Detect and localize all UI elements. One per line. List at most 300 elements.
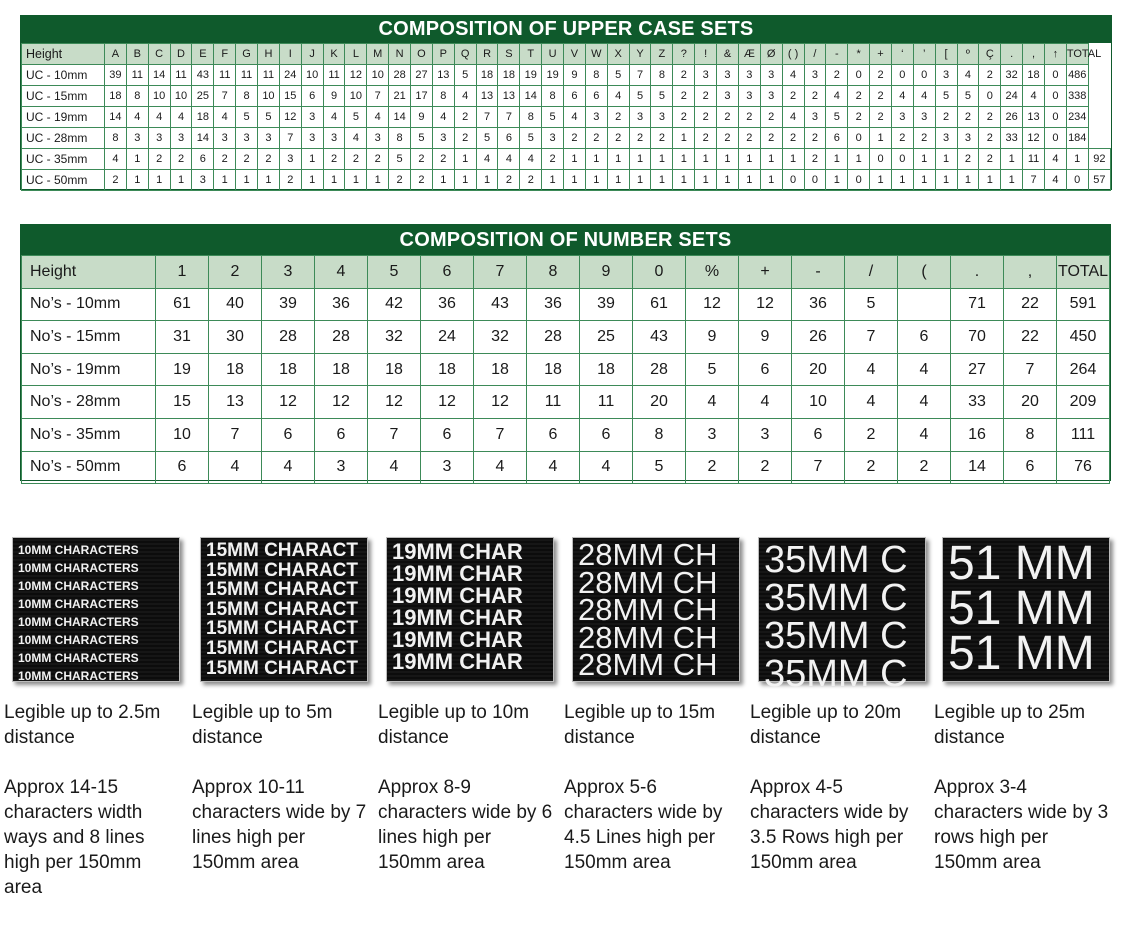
table-cell: 5 bbox=[476, 128, 498, 149]
table-cell: 2 bbox=[673, 107, 695, 128]
table-cell: 4 bbox=[367, 107, 389, 128]
header-cell: B bbox=[126, 44, 148, 65]
table-cell: 12 bbox=[315, 386, 368, 419]
table-cell: 28 bbox=[389, 65, 411, 86]
table-cell: 209 bbox=[1057, 386, 1110, 419]
table-cell: 1 bbox=[432, 170, 454, 191]
header-cell: / bbox=[804, 44, 826, 65]
table-cell: 4 bbox=[580, 451, 633, 484]
table-cell: 1 bbox=[673, 170, 695, 191]
row-label: No’s - 35mm bbox=[22, 418, 156, 451]
table-cell: 4 bbox=[1044, 170, 1066, 191]
table-cell: 2 bbox=[148, 149, 170, 170]
table-cell: 18 bbox=[527, 353, 580, 386]
table-cell: 31 bbox=[156, 321, 209, 354]
table-cell: 1 bbox=[126, 170, 148, 191]
table-cell: 13 bbox=[432, 65, 454, 86]
header-cell: 6 bbox=[421, 256, 474, 289]
table-cell: 3 bbox=[738, 65, 760, 86]
table-cell: 6 bbox=[564, 86, 586, 107]
table-cell: 3 bbox=[367, 128, 389, 149]
header-cell: P bbox=[432, 44, 454, 65]
table-cell: 2 bbox=[279, 170, 301, 191]
table-cell: 4 bbox=[170, 107, 192, 128]
header-cell: 1 bbox=[156, 256, 209, 289]
table-cell: 1 bbox=[1001, 149, 1023, 170]
table-cell: 4 bbox=[323, 107, 345, 128]
table-cell: 6 bbox=[1004, 451, 1057, 484]
table-cell: 10 bbox=[170, 86, 192, 107]
table-cell: 1 bbox=[607, 170, 629, 191]
table-cell: 19 bbox=[156, 353, 209, 386]
table-row bbox=[22, 386, 1110, 419]
table-cell: 9 bbox=[323, 86, 345, 107]
table-cell: 1 bbox=[673, 149, 695, 170]
table-cell: 3 bbox=[686, 418, 739, 451]
table-cell: 5 bbox=[845, 288, 898, 321]
table-cell: 4 bbox=[474, 451, 527, 484]
table-cell: 40 bbox=[209, 288, 262, 321]
table-cell: 2 bbox=[673, 86, 695, 107]
table-cell: 4 bbox=[957, 65, 979, 86]
table-cell: 18 bbox=[209, 353, 262, 386]
header-cell: + bbox=[739, 256, 792, 289]
table-cell: 36 bbox=[315, 288, 368, 321]
table-cell: 4 bbox=[214, 107, 236, 128]
table-cell: 9 bbox=[686, 321, 739, 354]
table-cell: 0 bbox=[870, 149, 892, 170]
table-cell: 8 bbox=[1004, 418, 1057, 451]
table-cell: 5 bbox=[345, 107, 367, 128]
table-cell: 0 bbox=[891, 65, 913, 86]
sample-text-line: 15MM CHARACT bbox=[206, 579, 358, 601]
table-cell: 71 bbox=[951, 288, 1004, 321]
table-cell: 2 bbox=[848, 107, 870, 128]
table-cell: 3 bbox=[315, 451, 368, 484]
table-cell: 12 bbox=[368, 386, 421, 419]
table-cell: 1 bbox=[957, 170, 979, 191]
table-cell: 2 bbox=[454, 107, 476, 128]
table-cell: 5 bbox=[633, 451, 686, 484]
table-cell: 8 bbox=[520, 107, 542, 128]
sample-text-line: 10MM CHARACTERS bbox=[18, 579, 139, 593]
table-cell: 39 bbox=[262, 288, 315, 321]
header-cell: 5 bbox=[368, 256, 421, 289]
table-cell: 18 bbox=[476, 65, 498, 86]
table-cell: 36 bbox=[527, 288, 580, 321]
sample-image-35mm bbox=[758, 537, 926, 695]
table-cell: 12 bbox=[474, 386, 527, 419]
sample-text-line: 10MM CHARACTERS bbox=[18, 597, 139, 611]
row-label: No’s - 28mm bbox=[22, 386, 156, 419]
table-cell: 1 bbox=[367, 170, 389, 191]
table-cell: 3 bbox=[170, 128, 192, 149]
table-cell: 3 bbox=[148, 128, 170, 149]
table-cell: 4 bbox=[782, 65, 804, 86]
table-cell: 1 bbox=[301, 170, 323, 191]
table-cell: 4 bbox=[898, 386, 951, 419]
table-cell: 24 bbox=[279, 65, 301, 86]
sample-text-line: 19MM CHAR bbox=[392, 539, 523, 564]
table-cell: 1 bbox=[542, 170, 564, 191]
approx-size-19mm: Approx 8-9 characters wide by 6 lines high per 150mm area bbox=[378, 777, 553, 873]
table-cell: 13 bbox=[1023, 107, 1045, 128]
table-cell: 2 bbox=[717, 128, 739, 149]
header-cell: G bbox=[236, 44, 258, 65]
table-cell: 2 bbox=[870, 107, 892, 128]
row-label: UC - 10mm bbox=[22, 65, 105, 86]
table-row bbox=[22, 86, 1111, 107]
table-cell: 4 bbox=[126, 107, 148, 128]
table-cell: 2 bbox=[979, 65, 1001, 86]
table-cell: 2 bbox=[935, 107, 957, 128]
table-cell bbox=[898, 288, 951, 321]
table-cell: 2 bbox=[804, 149, 826, 170]
table-cell: 2 bbox=[957, 107, 979, 128]
table-cell: 8 bbox=[651, 65, 673, 86]
table-cell: 3 bbox=[192, 170, 214, 191]
row-label: UC - 35mm bbox=[22, 149, 105, 170]
table-cell: 3 bbox=[717, 65, 739, 86]
table-cell: 4 bbox=[845, 386, 898, 419]
header-cell: I bbox=[279, 44, 301, 65]
table-cell: 0 bbox=[1044, 107, 1066, 128]
table-cell: 9 bbox=[564, 65, 586, 86]
table-cell: 8 bbox=[236, 86, 258, 107]
table-cell: 15 bbox=[156, 386, 209, 419]
table-cell: 2 bbox=[845, 451, 898, 484]
sample-text-line: 10MM CHARACTERS bbox=[18, 615, 139, 629]
table-cell: 30 bbox=[209, 321, 262, 354]
table-cell: 4 bbox=[739, 386, 792, 419]
table-cell: 1 bbox=[695, 149, 717, 170]
table-cell: 4 bbox=[345, 128, 367, 149]
sample-image-10mm bbox=[12, 537, 180, 682]
header-cell: 4 bbox=[315, 256, 368, 289]
table-cell: 76 bbox=[1057, 451, 1110, 484]
table-cell: 2 bbox=[760, 128, 782, 149]
table-cell: 4 bbox=[476, 149, 498, 170]
table-cell: 2 bbox=[323, 149, 345, 170]
table-cell: 4 bbox=[105, 149, 127, 170]
table-row bbox=[22, 65, 1111, 86]
sample-text-line: 19MM CHAR bbox=[392, 627, 523, 652]
table-cell: 2 bbox=[432, 149, 454, 170]
table-cell: 9 bbox=[411, 107, 433, 128]
table-cell: 28 bbox=[262, 321, 315, 354]
table-cell: 8 bbox=[542, 86, 564, 107]
table-cell: 18 bbox=[580, 353, 633, 386]
table-cell: 3 bbox=[695, 65, 717, 86]
table-cell: 1 bbox=[301, 149, 323, 170]
table-row bbox=[22, 321, 1110, 354]
legible-distance-35mm: Legible up to 20m distance bbox=[750, 702, 902, 748]
table-cell: 1 bbox=[564, 149, 586, 170]
table-cell: 2 bbox=[739, 451, 792, 484]
table-row bbox=[22, 107, 1111, 128]
table-cell: 3 bbox=[738, 86, 760, 107]
table-cell: 36 bbox=[792, 288, 845, 321]
header-cell: R bbox=[476, 44, 498, 65]
table-cell: 0 bbox=[848, 128, 870, 149]
table-cell: 1 bbox=[826, 149, 848, 170]
sample-text-line: 51 MM bbox=[948, 537, 1095, 590]
table-cell: 2 bbox=[845, 418, 898, 451]
sample-text-line: 28MM CH bbox=[578, 647, 718, 682]
header-cell: + bbox=[870, 44, 892, 65]
table-cell: 1 bbox=[782, 149, 804, 170]
table-cell: 1 bbox=[717, 170, 739, 191]
table-cell: 18 bbox=[498, 65, 520, 86]
table-cell: 0 bbox=[979, 86, 1001, 107]
table-cell: 4 bbox=[368, 451, 421, 484]
table-cell: 1 bbox=[891, 170, 913, 191]
header-cell: V bbox=[564, 44, 586, 65]
table-row bbox=[22, 149, 1111, 170]
table-cell: 2 bbox=[411, 149, 433, 170]
table-cell: 8 bbox=[585, 65, 607, 86]
row-label: UC - 15mm bbox=[22, 86, 105, 107]
table-cell: 61 bbox=[156, 288, 209, 321]
header-cell: A bbox=[105, 44, 127, 65]
table-cell: 4 bbox=[1023, 86, 1045, 107]
table-cell: 0 bbox=[1044, 128, 1066, 149]
approx-size-15mm: Approx 10-11 characters wide by 7 lines high per 150mm area bbox=[192, 777, 367, 873]
table-cell: 20 bbox=[633, 386, 686, 419]
table-cell: 1 bbox=[607, 149, 629, 170]
table-cell: 4 bbox=[826, 86, 848, 107]
table-cell: 1 bbox=[913, 149, 935, 170]
table-cell: 4 bbox=[209, 451, 262, 484]
header-cell: 2 bbox=[209, 256, 262, 289]
table-cell: 8 bbox=[432, 86, 454, 107]
sample-51mm bbox=[934, 537, 1110, 873]
header-cell: % bbox=[686, 256, 739, 289]
table-cell: 2 bbox=[760, 107, 782, 128]
table-cell: 0 bbox=[1044, 65, 1066, 86]
table-cell: 111 bbox=[1057, 418, 1110, 451]
legible-distance-15mm: Legible up to 5m distance bbox=[192, 702, 333, 748]
number-sets-table bbox=[20, 224, 1111, 481]
header-cell: D bbox=[170, 44, 192, 65]
table-cell: 92 bbox=[1088, 149, 1110, 170]
table-cell: 2 bbox=[367, 149, 389, 170]
table-cell: 10 bbox=[148, 86, 170, 107]
table-cell: 39 bbox=[105, 65, 127, 86]
row-label: UC - 19mm bbox=[22, 107, 105, 128]
character-size-samples bbox=[0, 537, 1131, 915]
table-cell: 18 bbox=[315, 353, 368, 386]
table-cell: 1 bbox=[454, 170, 476, 191]
header-cell: Z bbox=[651, 44, 673, 65]
table-cell: 2 bbox=[498, 170, 520, 191]
sample-text-line: 10MM CHARACTERS bbox=[18, 543, 139, 557]
table-cell: 2 bbox=[826, 65, 848, 86]
table-cell: 1 bbox=[585, 149, 607, 170]
table-cell: 4 bbox=[520, 149, 542, 170]
table-cell: 5 bbox=[957, 86, 979, 107]
table-cell: 4 bbox=[686, 386, 739, 419]
sample-image-28mm bbox=[572, 537, 740, 682]
table-row bbox=[22, 353, 1110, 386]
header-cell: F bbox=[214, 44, 236, 65]
table-cell: 2 bbox=[804, 128, 826, 149]
table-cell: 11 bbox=[126, 65, 148, 86]
table-cell: 7 bbox=[214, 86, 236, 107]
sample-text-line: 15MM CHARACT bbox=[206, 657, 358, 679]
table-cell: 18 bbox=[1023, 65, 1045, 86]
table-cell: 12 bbox=[421, 386, 474, 419]
header-cell: 3 bbox=[262, 256, 315, 289]
table-cell: 1 bbox=[148, 170, 170, 191]
table-cell: 22 bbox=[1004, 288, 1057, 321]
header-cell: ’ bbox=[913, 44, 935, 65]
table-cell: 2 bbox=[520, 170, 542, 191]
table-cell: 7 bbox=[367, 86, 389, 107]
header-cell bbox=[1044, 44, 1066, 65]
table-cell: 3 bbox=[739, 418, 792, 451]
sample-text-line: 19MM CHAR bbox=[392, 605, 523, 630]
table-cell: 2 bbox=[651, 128, 673, 149]
table-cell: 3 bbox=[258, 128, 280, 149]
sample-text-line: 28MM CH bbox=[578, 592, 718, 627]
sample-text-line: 15MM CHARACT bbox=[206, 540, 358, 561]
table-cell: 3 bbox=[804, 107, 826, 128]
table-cell: 1 bbox=[126, 149, 148, 170]
sample-text-line: 28MM CH bbox=[578, 537, 718, 572]
table-cell: 6 bbox=[527, 418, 580, 451]
table-cell: 1 bbox=[979, 170, 1001, 191]
row-label: No’s - 19mm bbox=[22, 353, 156, 386]
table-cell: 11 bbox=[580, 386, 633, 419]
table-cell: 12 bbox=[262, 386, 315, 419]
header-cell: T bbox=[520, 44, 542, 65]
table-cell: 5 bbox=[629, 86, 651, 107]
table-cell: 1 bbox=[651, 149, 673, 170]
table-cell: 1 bbox=[935, 170, 957, 191]
table-cell: 3 bbox=[651, 107, 673, 128]
header-cell: , bbox=[1004, 256, 1057, 289]
header-cell: . bbox=[951, 256, 1004, 289]
upper-case-table-title: COMPOSITION OF UPPER CASE SETS bbox=[21, 16, 1111, 43]
table-cell: 14 bbox=[951, 451, 1004, 484]
table-cell: 33 bbox=[951, 386, 1004, 419]
table-cell: 7 bbox=[474, 418, 527, 451]
table-cell: 14 bbox=[389, 107, 411, 128]
table-cell: 1 bbox=[760, 149, 782, 170]
table-cell: 3 bbox=[935, 128, 957, 149]
table-cell: 11 bbox=[214, 65, 236, 86]
table-cell: 27 bbox=[951, 353, 1004, 386]
table-cell: 2 bbox=[236, 149, 258, 170]
table-row bbox=[22, 451, 1110, 484]
table-cell: 6 bbox=[421, 418, 474, 451]
table-cell: 2 bbox=[542, 149, 564, 170]
table-cell: 10 bbox=[156, 418, 209, 451]
table-cell: 6 bbox=[739, 353, 792, 386]
number-header-row bbox=[22, 256, 1110, 289]
header-cell: / bbox=[845, 256, 898, 289]
upper-case-header-row bbox=[22, 44, 1111, 65]
table-cell: 2 bbox=[389, 170, 411, 191]
table-cell: 16 bbox=[951, 418, 1004, 451]
table-cell: 25 bbox=[192, 86, 214, 107]
table-cell: 4 bbox=[891, 86, 913, 107]
table-cell: 11 bbox=[527, 386, 580, 419]
table-cell: 2 bbox=[585, 128, 607, 149]
sample-text-line: 28MM CH bbox=[578, 619, 718, 655]
table-cell: 3 bbox=[935, 65, 957, 86]
up-arrow-icon: ↑ bbox=[1052, 48, 1059, 60]
table-cell: 1 bbox=[870, 170, 892, 191]
header-cell: S bbox=[498, 44, 520, 65]
table-cell: 20 bbox=[1004, 386, 1057, 419]
table-cell: 32 bbox=[1001, 65, 1023, 86]
table-cell: 6 bbox=[826, 128, 848, 149]
table-cell: 5 bbox=[607, 65, 629, 86]
table-cell: 24 bbox=[1001, 86, 1023, 107]
table-row bbox=[22, 418, 1110, 451]
sample-text-line: 35MM C bbox=[764, 539, 908, 581]
table-cell: 234 bbox=[1066, 107, 1088, 128]
header-cell: H bbox=[258, 44, 280, 65]
table-cell: 1 bbox=[913, 170, 935, 191]
table-cell: 3 bbox=[126, 128, 148, 149]
table-cell: 2 bbox=[738, 128, 760, 149]
sample-image-51mm bbox=[942, 537, 1110, 682]
legible-distance-10mm: Legible up to 2.5m distance bbox=[4, 702, 161, 748]
table-cell: 3 bbox=[717, 86, 739, 107]
header-cell: K bbox=[323, 44, 345, 65]
row-label: No’s - 50mm bbox=[22, 451, 156, 484]
table-cell: 11 bbox=[258, 65, 280, 86]
table-cell: 0 bbox=[891, 149, 913, 170]
table-cell: 338 bbox=[1066, 86, 1088, 107]
table-cell: 3 bbox=[279, 149, 301, 170]
row-label: No’s - 15mm bbox=[22, 321, 156, 354]
header-cell: . bbox=[1001, 44, 1023, 65]
legible-distance-51mm: Legible up to 25m distance bbox=[934, 702, 1086, 748]
header-cell: TOTAL bbox=[1057, 256, 1110, 289]
table-cell: 10 bbox=[258, 86, 280, 107]
sample-text-line: 35MM C bbox=[764, 615, 908, 657]
table-cell: 1 bbox=[345, 170, 367, 191]
header-cell: Y bbox=[629, 44, 651, 65]
header-cell: Æ bbox=[738, 44, 760, 65]
table-cell: 7 bbox=[1004, 353, 1057, 386]
table-cell: 1 bbox=[564, 170, 586, 191]
table-cell: 6 bbox=[498, 128, 520, 149]
table-cell: 7 bbox=[1023, 170, 1045, 191]
table-cell: 6 bbox=[792, 418, 845, 451]
table-cell: 1 bbox=[1066, 149, 1088, 170]
table-cell: 4 bbox=[782, 107, 804, 128]
upper-case-grid bbox=[21, 43, 1111, 191]
sample-text-line: 10MM CHARACTERS bbox=[18, 651, 139, 665]
table-cell: 12 bbox=[279, 107, 301, 128]
table-cell: 5 bbox=[411, 128, 433, 149]
legible-distance-28mm: Legible up to 15m distance bbox=[564, 702, 716, 748]
table-cell: 7 bbox=[368, 418, 421, 451]
header-cell: [ bbox=[935, 44, 957, 65]
table-cell: 14 bbox=[148, 65, 170, 86]
header-cell: O bbox=[411, 44, 433, 65]
table-cell: 2 bbox=[804, 86, 826, 107]
sample-text-line: 10MM CHARACTERS bbox=[18, 669, 139, 683]
table-cell: 6 bbox=[315, 418, 368, 451]
sample-text-line: 35MM C bbox=[764, 577, 908, 619]
table-cell: 1 bbox=[826, 170, 848, 191]
